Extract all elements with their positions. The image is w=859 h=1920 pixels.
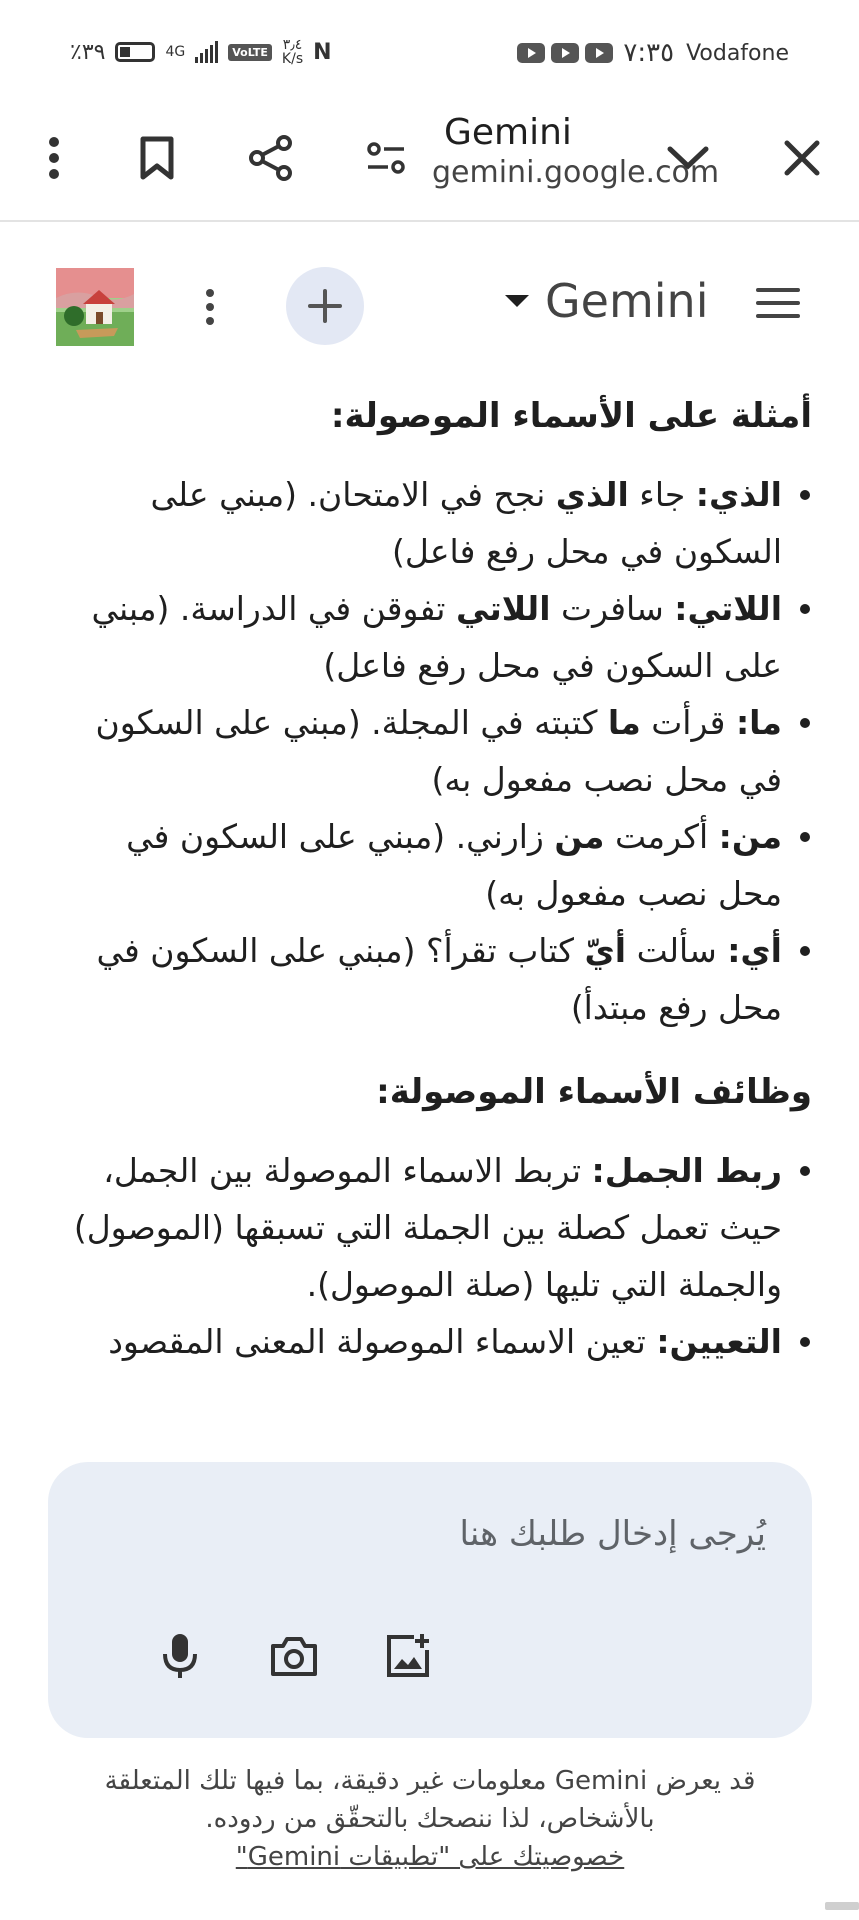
heading-examples: أمثلة على الأسماء الموصولة:: [330, 396, 812, 436]
heading-functions: وظائف الأسماء الموصولة:: [376, 1072, 812, 1112]
camera-button[interactable]: [262, 1624, 326, 1688]
microphone-icon: [160, 1632, 200, 1680]
close-tab-button[interactable]: [772, 128, 832, 188]
list-item: ربط الجمل: تربط الاسماء الموصولة بين الجمل، حيث تعمل كصلة بين الجملة التي تسبقها (الموصول) والجملة التي تليها (صلة الموصول).: [60, 1142, 782, 1313]
share-button[interactable]: [241, 128, 301, 188]
more-options-button[interactable]: [190, 282, 230, 332]
scroll-fade: [0, 1390, 859, 1470]
url-display[interactable]: [432, 112, 720, 190]
model-selector[interactable]: [505, 274, 708, 328]
youtube-notification-icon: [551, 43, 579, 63]
close-icon: [783, 139, 821, 177]
response-content: [60, 360, 812, 1460]
list-item: ما: قرأت ما كتبته في المجلة. (مبني على السكون في محل نصب مفعول به): [60, 694, 782, 808]
list-item: من: أكرمت من زارني. (مبني على السكون في محل نصب مفعول به): [60, 808, 782, 922]
battery-icon: [115, 42, 155, 62]
more-options-button[interactable]: [24, 128, 84, 188]
add-image-button[interactable]: [376, 1624, 440, 1688]
clock: ٧:٣٥: [623, 38, 675, 68]
disclaimer-text: قد يعرض Gemini معلومات غير دقيقة، بما فيها تلك المتعلقة بالأشخاص، لذا ننصحك بالتحقّق من ردوده.: [104, 1766, 756, 1834]
page-domain: gemini.google.com: [432, 155, 720, 190]
network-type: 4G: [165, 44, 186, 60]
page-info-button[interactable]: [356, 128, 416, 188]
page-title: Gemini: [444, 112, 572, 153]
youtube-notification-icon: [517, 43, 545, 63]
model-name: Gemini: [545, 274, 709, 328]
prompt-input[interactable]: يُرجى إدخال طلبك هنا: [459, 1514, 766, 1554]
caret-down-icon: [505, 295, 529, 307]
status-right-group: [517, 38, 789, 68]
menu-icon: [756, 288, 800, 292]
minimize-button[interactable]: [658, 128, 718, 188]
prompt-input-area[interactable]: [48, 1462, 812, 1738]
net-speed-unit: K/s: [281, 51, 304, 67]
nfc-icon: N: [313, 39, 332, 65]
list-item: الذي: جاء الذي نجح في الامتحان. (مبني على السكون في محل رفع فاعل): [60, 466, 782, 580]
list-item: التعيين: تعين الاسماء الموصولة المعنى المقصود: [60, 1313, 782, 1370]
tune-icon: [366, 141, 406, 175]
list-item: اللاتي: سافرت اللاتي تفوقن في الدراسة. (مبني على السكون في محل رفع فاعل): [60, 580, 782, 694]
youtube-notification-icon: [585, 43, 613, 63]
examples-list: [60, 466, 812, 1036]
more-vert-icon: [48, 136, 60, 180]
carrier-name: Vodafone: [686, 40, 789, 66]
voice-input-button[interactable]: [148, 1624, 212, 1688]
menu-button[interactable]: [756, 288, 800, 318]
chevron-down-icon: [666, 144, 710, 172]
privacy-link[interactable]: خصوصيتك على "تطبيقات Gemini": [235, 1842, 625, 1872]
new-chat-button[interactable]: [286, 267, 364, 345]
custom-tab-toolbar: [0, 100, 859, 222]
list-item: أي: سألت أيّ كتاب تقرأ؟ (مبني على السكون في محل رفع مبتدأ): [60, 922, 782, 1036]
status-bar: [0, 0, 859, 100]
functions-list: [60, 1142, 812, 1370]
signal-icon: [195, 41, 218, 63]
battery-percent: ٪٣٩: [70, 39, 106, 65]
net-speed: [282, 38, 303, 66]
add-image-icon: [384, 1632, 432, 1680]
disclaimer: [70, 1762, 790, 1876]
bookmark-icon: [139, 136, 175, 180]
avatar[interactable]: [56, 268, 134, 346]
gemini-header: [0, 222, 859, 382]
gesture-handle: [825, 1902, 859, 1910]
avatar-image: [56, 268, 134, 346]
bookmark-button[interactable]: [127, 128, 187, 188]
status-left-group: [70, 38, 332, 66]
camera-icon: [269, 1634, 319, 1678]
net-speed-value: ٣٫٤: [282, 37, 303, 53]
share-icon: [248, 135, 294, 181]
plus-icon: [307, 288, 343, 324]
volte-badge: VoLTE: [228, 44, 272, 61]
